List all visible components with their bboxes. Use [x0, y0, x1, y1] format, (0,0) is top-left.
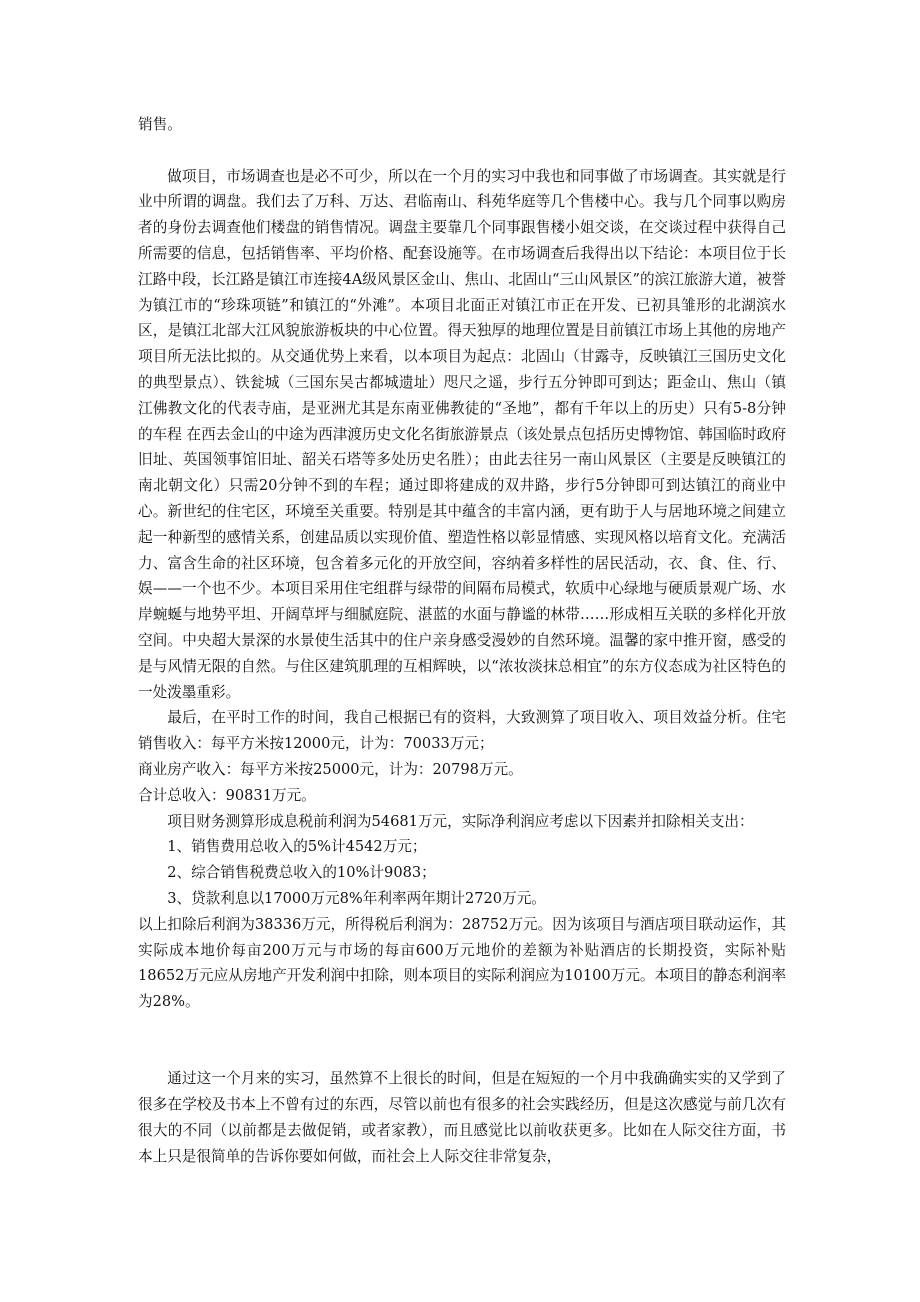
list-item-sales-tax: 2、综合销售税费总收入的10%计9083； — [167, 864, 436, 882]
paragraph-profit-summary: 以上扣除后利润为38336万元，所得税后利润为：28752万元。因为该项目与酒店项目联动运作，其实际成本地价每亩200万元与市场的每亩600万元地价的差额为补贴酒店的长期投资，实际补贴18652万元应从房地产开发利润中扣除，则本项目的实际利润应为10100万元。本项目的静态利润率为28%。 — [138, 915, 786, 1011]
paragraph-reflection: 通过这一个月来的实习，虽然算不上很长的时间，但是在短短的一个月中我确确实实的又学到了很多在学校及书本上不曾有过的东西，尽管以前也有很多的社会实践经历，但是这次感觉与前几次有很大的不同（以前都是去做促销，或者家教），而且感觉比以前收获更多。比如在人际交往方面，书本上只是很简单的告诉你要如何做，而社会上人际交往非常复杂， — [138, 1070, 786, 1165]
paragraph-spacer — [138, 138, 786, 164]
list-item-loan-interest: 3、贷款利息以17000万元8%年利率两年期计2720万元。 — [167, 889, 546, 907]
paragraph-sales: 销售。 — [138, 116, 182, 133]
paragraph-financial-calc: 项目财务测算形成息税前利润为54681万元，实际净利润应考虑以下因素并扣除相关支出： — [167, 812, 754, 830]
paragraph-revenue-estimate: 最后，在平时工作的时间，我自己根据已有的资料，大致测算了项目收入、项目效益分析。住宅销售收入：每平方米按12000元，计为：70033万元； — [138, 709, 786, 753]
list-item-sales-cost: 1、销售费用总收入的5%计4542万元； — [167, 838, 427, 856]
paragraph-total-revenue: 合计总收入：90831万元。 — [138, 786, 316, 804]
paragraph-commercial-revenue: 商业房产收入：每平方米按25000元，计为：20798万元。 — [138, 760, 523, 778]
document-body — [138, 112, 786, 1170]
paragraph-spacer — [138, 1015, 786, 1067]
paragraph-market-survey: 做项目，市场调查也是必不可少，所以在一个月的实习中我也和同事做了市场调查。其实就是行业中所谓的调盘。我们去了万科、万达、君临南山、科苑华庭等几个售楼中心。我与几个同事以购房者的身份去调查他们楼盘的销售情况。调盘主要靠几个同事跟售楼小姐交谈，在交谈过程中获得自己所需要的信息，包括销售率、平均价格、配套设施等。在市场调查后我得出以下结论：本项目位于长江路中段，长江路是镇江市连接4A级风景区金山、焦山、北固山“三山风景区”的滨江旅游大道，被誉为镇江市的“珍珠项链”和镇江的“外滩”。本项目北面正对镇江市正在开发、已初具雏形的北湖滨水区，是镇江北部大江风貌旅游板块的中心位置。得天独厚的地理位置是目前镇江市场上其他的房地产项目所无法比拟的。从交通优势上来看，以本项目为起点：北固山（甘露寺，反映镇江三国历史文化的典型景点）、铁瓮城（三国东吴古都城遗址）咫尺之遥，步行五分钟即可到达；距金山、焦山（镇江佛教文化的代表寺庙，是亚洲尤其是东南亚佛教徒的“圣地”，都有千年以上的历史）只有5-8分钟的车程 在西去金山的中途为西津渡历史文化名街旅游景点（该处景点包括历史博物馆、韩国临时政府旧址、英国领事馆旧址、韶关石塔等多处历史名胜）；由此去往另一南山风景区（主要是反映镇江的南北朝文化）只需20分钟不到的车程；通过即将建成的双井路，步行5分钟即可到达镇江的商业中心。新世纪的住宅区，环境至关重要。特别是其中蕴含的丰富内涵，更有助于人与居地环境之间建立起一种新型的感情关系，创建品质以实现价值、塑造性格以彰显情感、实现风格以培育文化。充满活力、富含生命的社区环境，包含着多元化的开放空间，容纳着多样性的居民活动，衣、食、住、行、娱——一个也不少。本项目采用住宅组群与绿带的间隔布局模式，软质中心绿地与硬质景观广场、水岸蜿蜒与地势平坦、开阔草坪与细腻庭院、湛蓝的水面与静谧的林带……形成相互关联的多样化开放空间。中央超大景深的水景使生活其中的住户亲身感受漫妙的自然环境。温馨的家中推开窗，感受的是与风情无限的自然。与住区建筑肌理的互相辉映，以“浓妆淡抹总相宜”的东方仪态成为社区特色的一处泼墨重彩。 — [138, 167, 786, 701]
